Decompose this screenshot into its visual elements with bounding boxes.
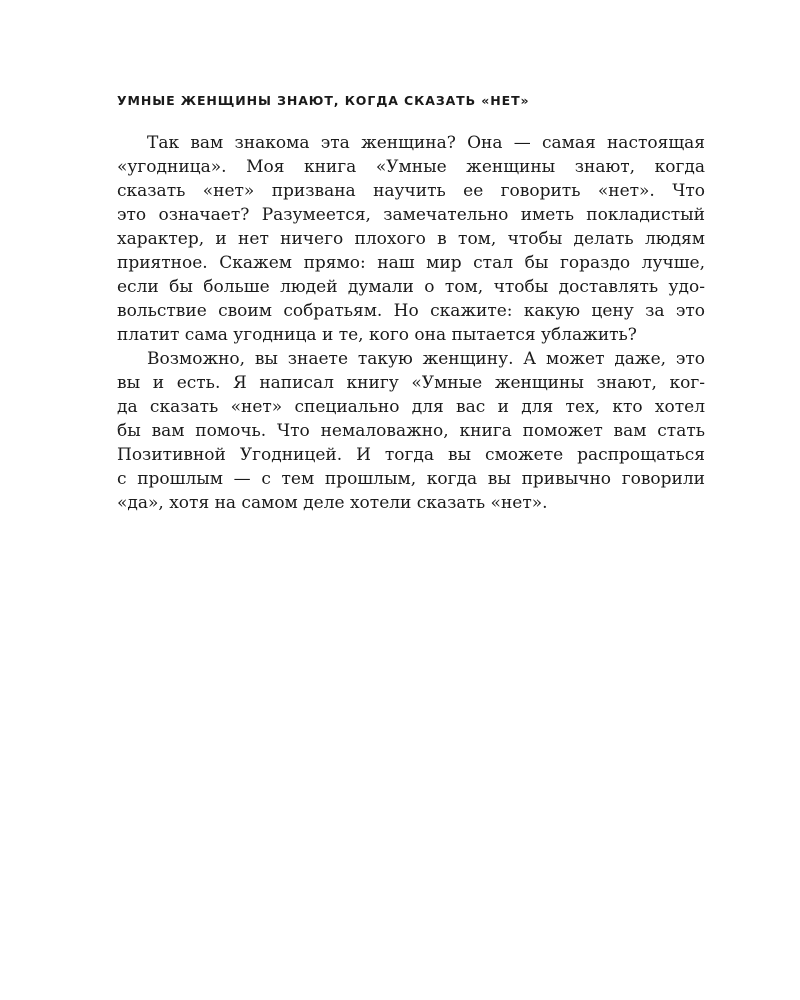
text-line: «да», хотя на самом деле хотели сказать «нет». bbox=[117, 493, 548, 513]
text-line: Позитивной Угодницей. И тогда вы сможете распрощаться bbox=[117, 445, 705, 465]
text-line: Возможно, вы знаете такую женщину. А может даже, это bbox=[147, 349, 705, 369]
text-line: платит сама угодница и те, кого она пытается ублажить? bbox=[117, 325, 637, 345]
text-line: вы и есть. Я написал книгу «Умные женщины знают, ког- bbox=[117, 373, 705, 393]
text-line: характер, и нет ничего плохого в том, чтобы делать людям bbox=[117, 229, 705, 249]
text-line: с прошлым — с тем прошлым, когда вы привычно говорили bbox=[117, 469, 705, 489]
body-text bbox=[117, 131, 705, 515]
text-line: если бы больше людей думали о том, чтобы доставлять удо- bbox=[117, 277, 705, 297]
text-line: да сказать «нет» специально для вас и для тех, кто хотел bbox=[117, 397, 705, 417]
text-line: «угодница». Моя книга «Умные женщины знают, когда bbox=[117, 157, 705, 177]
text-line: приятное. Скажем прямо: наш мир стал бы гораздо лучше, bbox=[117, 253, 705, 273]
text-line: сказать «нет» призвана научить ее говорить «нет». Что bbox=[117, 181, 705, 201]
paragraph-2 bbox=[117, 347, 705, 515]
text-line: это означает? Разумеется, замечательно иметь покладистый bbox=[117, 205, 705, 225]
text-line: бы вам помочь. Что немаловажно, книга поможет вам стать bbox=[117, 421, 705, 441]
running-head: УМНЫЕ ЖЕНЩИНЫ ЗНАЮТ, КОГДА СКАЗАТЬ «НЕТ» bbox=[117, 93, 530, 108]
text-line: вольствие своим собратьям. Но скажите: какую цену за это bbox=[117, 301, 705, 321]
text-line: Так вам знакома эта женщина? Она — самая настоящая bbox=[147, 133, 705, 153]
paragraph-1 bbox=[117, 131, 705, 347]
